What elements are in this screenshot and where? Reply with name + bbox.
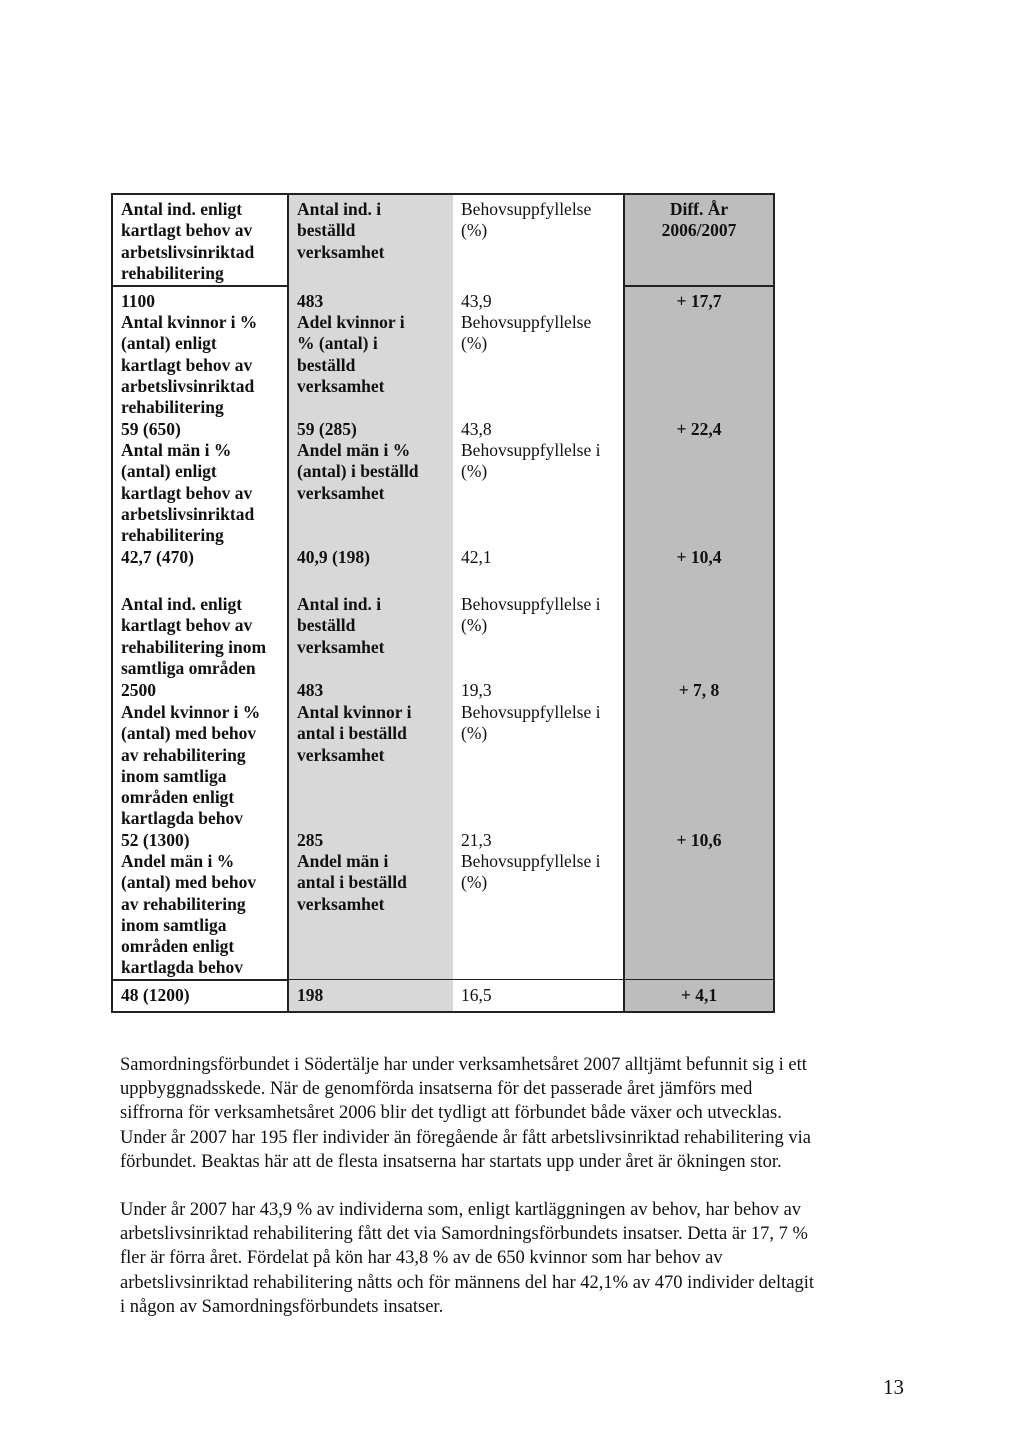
table-cell: Adel kvinnor i % (antal) i beställd verksamhet	[297, 312, 405, 396]
table-cell: Andel män i % (antal) i beställd verksamhet	[297, 440, 419, 503]
table-cell: + 10,4	[676, 547, 722, 567]
table-column-3	[453, 195, 625, 1011]
table-cell: Antal ind. i beställd verksamhet	[297, 594, 385, 657]
table-cell: Antal ind. enligt kartlagt behov av rehabilitering inom samtliga områden	[121, 594, 267, 678]
table-cell: Behovsuppfyllelse (%)	[461, 199, 592, 241]
table-cell: + 10,6	[676, 830, 722, 850]
table-cell: 285	[297, 830, 324, 850]
table-cell: 16,5	[461, 985, 492, 1005]
table-column-2	[289, 195, 453, 1011]
table-cell: 2500	[121, 680, 156, 700]
table-cell: + 22,4	[676, 419, 722, 439]
row-divider	[289, 979, 453, 980]
table-cell: 19,3	[461, 680, 492, 700]
table-cell: Andel män i antal i beställd verksamhet	[297, 851, 407, 914]
row-divider	[625, 979, 773, 980]
table-cell: 52 (1300)	[121, 830, 190, 850]
table-cell: 59 (285)	[297, 419, 357, 439]
table-cell: Behovsuppfyllelse i (%)	[461, 702, 601, 744]
table-cell: Behovsuppfyllelse i (%)	[461, 440, 601, 482]
page-number: 13	[883, 1375, 904, 1399]
table-cell: Andel kvinnor i % (antal) med behov av rehabilitering inom samtliga områden enligt kartlagda behov	[121, 702, 261, 829]
table-cell: Behovsuppfyllelse i (%)	[461, 594, 601, 636]
table-cell: 42,1	[461, 547, 492, 567]
table-cell: Antal ind. enligt kartlagt behov av arbetslivsinriktad rehabilitering	[121, 199, 255, 283]
table-cell: Andel män i % (antal) med behov av rehabilitering inom samtliga områden enligt kartlagda behov	[121, 851, 257, 978]
table-cell: Behovsuppfyllelse i (%)	[461, 851, 601, 893]
table-cell: 1100	[121, 291, 156, 311]
row-divider	[625, 285, 773, 287]
table-cell: 198	[297, 985, 324, 1005]
table-cell: + 7, 8	[678, 680, 720, 700]
row-divider	[113, 979, 287, 981]
table-cell: + 17,7	[676, 291, 722, 311]
table-cell: 43,9	[461, 291, 492, 311]
table-column-1	[113, 195, 289, 1011]
table-cell: Behovsuppfyllelse (%)	[461, 312, 592, 354]
table-cell: 42,7 (470)	[121, 547, 194, 567]
body-paragraph: Samordningsförbundet i Södertälje har under verksamhetsåret 2007 alltjämt befunnit sig i ett uppbyggnadsskede. När de genomförda insatserna för det passerade året jämförs med siffrorna för verksamhetsåret 2006 blir det tydligt att förbundet både växer och utvecklas. Under år 2007 har 195 fler individer än föregående år fått arbetslivsinriktad rehabilitering via förbundet. Beaktas här att de flesta insatserna har startats upp under året är ökningen stor.	[120, 1055, 811, 1172]
table-cell: 48 (1200)	[121, 985, 190, 1005]
row-divider	[113, 285, 287, 287]
table-cell: Diff. År 2006/2007	[661, 199, 737, 241]
table-cell: 59 (650)	[121, 419, 181, 439]
body-paragraph: Under år 2007 har 43,9 % av individerna som, enligt kartläggningen av behov, har behov av arbetslivsinriktad rehabilitering fått det via Samordningsförbundets insatser. Detta är 17, 7 % fler är förra året. Fördelat på kön har 43,8 % av de 650 kvinnor som har behov av arbetslivsinriktad rehabilitering nåtts och för männens del har 42,1% av 470 individer deltagit i någon av Samordningsförbundets insatser.	[120, 1200, 815, 1317]
table-cell: 43,8	[461, 419, 492, 439]
table-cell: 21,3	[461, 830, 492, 850]
table-cell: Antal kvinnor i antal i beställd verksamhet	[297, 702, 412, 765]
table-cell: Antal kvinnor i % (antal) enligt kartlagt behov av arbetslivsinriktad rehabilitering	[121, 312, 258, 418]
table-cell: 40,9 (198)	[297, 547, 370, 567]
table-column-4	[625, 195, 773, 1011]
table-cell: 483	[297, 291, 324, 311]
table-cell: Antal män i % (antal) enligt kartlagt behov av arbetslivsinriktad rehabilitering	[121, 440, 255, 546]
row-divider	[453, 979, 623, 980]
table-cell: 483	[297, 680, 324, 700]
data-table	[111, 193, 775, 1013]
table-cell: Antal ind. i beställd verksamhet	[297, 199, 385, 262]
table-cell: + 4,1	[680, 985, 718, 1005]
